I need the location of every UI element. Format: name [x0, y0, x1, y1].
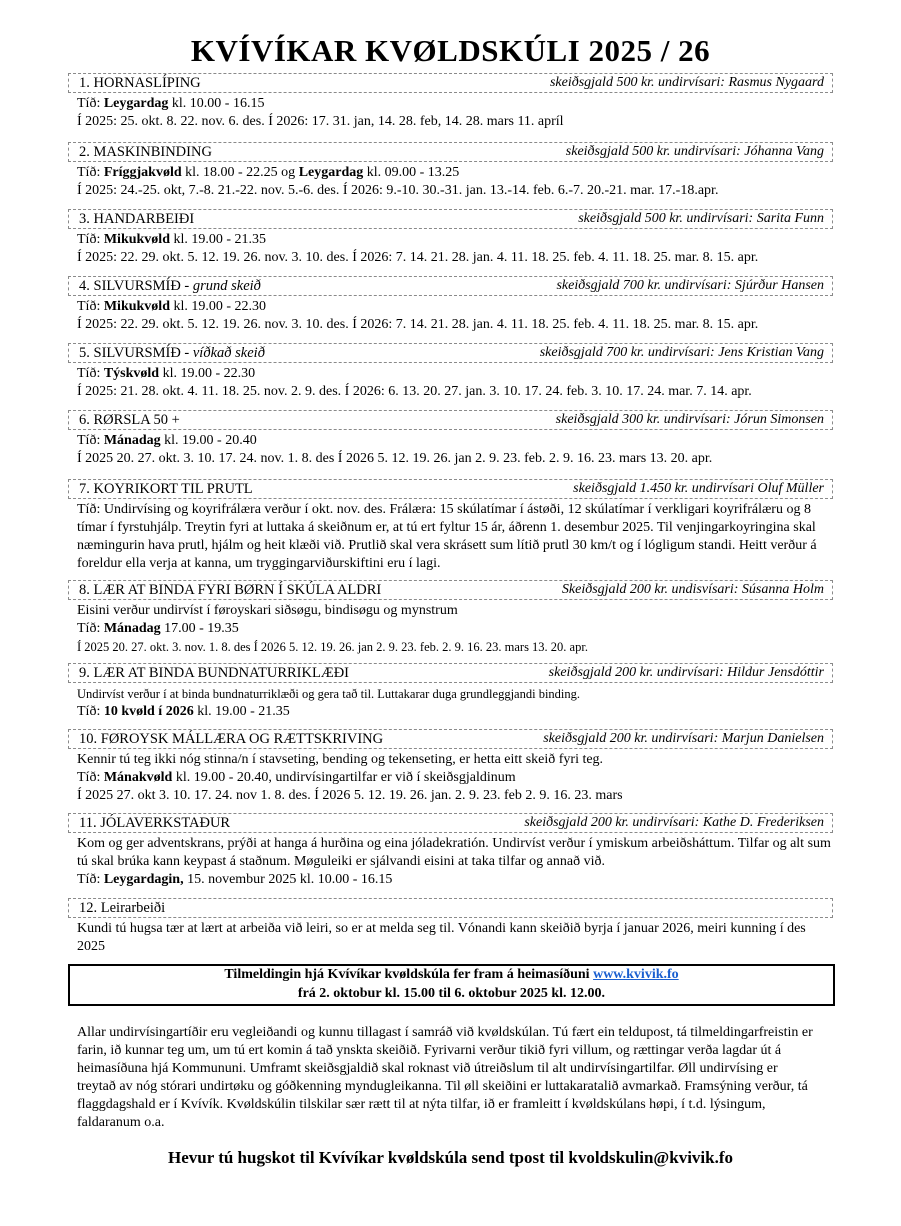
- course-header: [68, 276, 833, 296]
- course-header: [68, 479, 833, 499]
- course-12: [68, 898, 833, 956]
- course-description: Kennir tú teg ikki nóg stinna/n í stavseting, bending og tekenseting, er hetta eitt skeið fyri teg.: [77, 752, 604, 767]
- course-description: Tíð: Undirvísing og koyrifrálæra verður í okt. nov. des. Frálæra: 15 skúlatímar í ástøði, 12 skúlatímar í verkligari koyrifrálæru og 8 tímar í fyrstuhjálp. Treytin fyri at luttaka á skeiðnum er, at tú ert fyltur 15 ár, áðrenn 1. desembur 2025. Til venjingarkoyringina skal næmingurin hava prutl, hjálm og heit klæði við. Prutlið skal vera skrásett sum lítið prutl 30 km/t og í lógligum standi. Heitt verður á foreldur ella verja at kanna, um tryggingarviðurskiftini eru í lagi.: [77, 502, 817, 571]
- course-name: 12. Leirarbeiði: [79, 900, 166, 916]
- course-description: Kundi tú hugsa tær at lært at arbeiða við leiri, so er at melda seg til. Vónandi kann skeiðið byrja í januar 2026, meiri kunning í des 2025: [77, 921, 806, 954]
- course-header: [68, 142, 833, 162]
- course-7: [68, 479, 833, 573]
- course-meta: skeiðsgjald 500 kr. undirvísari: Sarita Funn: [578, 211, 824, 226]
- course-header: [68, 209, 833, 229]
- course-dates: Í 2025: 22. 29. okt. 5. 12. 19. 26. nov. 3. 10. des. Í 2026: 7. 14. 21. 28. jan. 4. 11. 18. 25. feb. 4. 11. 18. 25. mar. 8. 15. apr.: [77, 250, 759, 265]
- course-meta: skeiðsgjald 200 kr. undirvísari: Hildur Jensdóttir: [548, 665, 824, 680]
- info-paragraph: Allar undirvísingartíðir eru vegleiðandi og kunnu tillagast í samráð við kvøldskúlan. Tú fært ein teldupost, tá tilmeldingarfreistin er farin, ið kunnar teg um, um tú ert komin á tað ynskta skeiðið. Fyrivarni verður tikið fyri villum, og rættingar verða lagdar út á heimasíðuna hjá Kommununi. Umframt skeiðsgjaldið skal roknast við útreiðslum til alt undirvísingartilfar. Øll undirvísing er treytað av nóg stórari undirtøku og góðkenning myndugleikanna. Til øll skeiðini er luttakaratalið avmarkað. Framsýning verður, tá flaggdagshald er í Kvívík. Kvøldskúlin tilskilar sær rætt til at nýta tilfar, ið er framleitt í kvøldskúlans høpi, í t.d. lýsingum, faldaranum o.a.: [77, 1025, 813, 1130]
- registration-box: [68, 964, 835, 1006]
- course-name: 6. RØRSLA 50 +: [79, 412, 180, 428]
- course-6: [68, 410, 833, 468]
- page-title: KVÍVÍKAR KVØLDSKÚLI 2025 / 26: [190, 33, 711, 68]
- course-5: [68, 343, 833, 401]
- course-meta: skeiðsgjald 200 kr. undirvísari: Marjun Danielsen: [543, 731, 824, 746]
- course-time: Tíð: Leygardag kl. 10.00 - 16.15: [77, 96, 265, 111]
- course-time: Tíð: Fríggjakvøld kl. 18.00 - 22.25 og Leygardag kl. 09.00 - 13.25: [77, 165, 460, 180]
- course-description: Kom og ger adventskrans, prýði at hanga á hurðina og eina jóladekratión. Undirvíst verður í ymiskum arbeiðsháttum. Tilfar og alt sum tú skal brúka kann keypast á staðnum. Møguleiki er sjálvandi eisini at taka tilfar og annað við.: [77, 836, 831, 869]
- registration-line-2: frá 2. oktobur kl. 15.00 til 6. oktobur 2025 kl. 12.00.: [297, 985, 606, 1001]
- course-meta: skeiðsgjald 700 kr. undirvísari: Jens Kristian Vang: [539, 345, 824, 360]
- course-4: [68, 276, 833, 334]
- course-3: [68, 209, 833, 267]
- course-name: 5. SILVURSMÍÐ - víðkað skeið: [79, 345, 265, 361]
- course-name: 4. SILVURSMÍÐ - grund skeið: [79, 278, 261, 294]
- course-header: [68, 410, 833, 430]
- course-header: [68, 898, 833, 918]
- course-name: 1. HORNASLÍPING: [79, 75, 201, 91]
- course-time: Tíð: 10 kvøld í 2026 kl. 19.00 - 21.35: [77, 704, 290, 719]
- course-meta: skeiðsgjald 500 kr. undirvísari: Jóhanna Vang: [565, 144, 824, 159]
- course-dates: Í 2025: 21. 28. okt. 4. 11. 18. 25. nov. 2. 9. des. Í 2026: 6. 13. 20. 27. jan. 3. 10. 17. 24. feb. 3. 10. 17. 24. mar. 7. 14. apr.: [77, 384, 752, 399]
- course-meta: Skeiðsgjald 200 kr. undisvísari: Súsanna Holm: [561, 582, 824, 597]
- registration-line-1: Tilmeldingin hjá Kvívíkar kvøldskúla fer fram á heimasíðuni www.kvivik.fo: [224, 967, 679, 982]
- course-header: [68, 580, 833, 600]
- course-name: 11. JÓLAVERKSTAÐUR: [79, 815, 231, 831]
- course-time: Tíð: Týskvøld kl. 19.00 - 22.30: [77, 366, 256, 381]
- course-meta: skeiðsgjald 200 kr. undirvísari: Kathe D. Frederiksen: [524, 815, 824, 830]
- course-10: [68, 729, 833, 805]
- course-header: [68, 663, 833, 683]
- course-11: [68, 813, 833, 889]
- course-header: [68, 73, 833, 93]
- course-header: [68, 729, 833, 749]
- course-dates: Í 2025: 22. 29. okt. 5. 12. 19. 26. nov. 3. 10. des. Í 2026: 7. 14. 21. 28. jan. 4. 11. 18. 25. feb. 4. 11. 18. 25. mar. 8. 15. apr.: [77, 317, 759, 332]
- course-2: [68, 142, 833, 200]
- course-time: Tíð: Mánadag 17.00 - 19.35: [77, 621, 239, 636]
- course-name: 3. HANDARBEIÐI: [79, 211, 195, 227]
- contact-line: Hevur tú hugskot til Kvívíkar kvøldskúla send tpost til kvoldskulin@kvivik.fo: [167, 1148, 734, 1167]
- course-name: 10. FØROYSK MÁLLÆRA OG RÆTTSKRIVING: [79, 731, 384, 747]
- course-8: [68, 580, 833, 656]
- course-name: 9. LÆR AT BINDA BUNDNATURRIKLÆÐI: [79, 665, 350, 681]
- course-time: Tíð: Mikukvøld kl. 19.00 - 22.30: [77, 299, 267, 314]
- course-meta: skeiðsgjald 500 kr. undirvísari: Rasmus Nygaard: [549, 75, 824, 90]
- course-time: Tíð: Mikukvøld kl. 19.00 - 21.35: [77, 232, 267, 247]
- course-9: [68, 663, 833, 721]
- course-dates: Í 2025: 24.-25. okt, 7.-8. 21.-22. nov. 5.-6. des. Í 2026: 9.-10. 30.-31. jan. 13.-14. feb. 6.-7. 20.-21. mar. 17.-18.apr.: [77, 183, 719, 198]
- course-time: Tíð: Mánadag kl. 19.00 - 20.40: [77, 433, 257, 448]
- course-dates: Í 2025 20. 27. okt. 3. nov. 1. 8. des Í 2026 5. 12. 19. 26. jan 2. 9. 23. feb. 2. 9. 16. 23. mars 13. 20. apr.: [77, 640, 588, 654]
- course-description: Eisini verður undirvíst í føroyskari siðsøgu, bindisøgu og mynstrum: [77, 603, 458, 618]
- course-dates: Í 2025: 25. okt. 8. 22. nov. 6. des. Í 2026: 17. 31. jan, 14. 28. feb, 14. 28. mars 11. apríl: [77, 114, 564, 129]
- course-meta: skeiðsgjald 1.450 kr. undirvísari Oluf Müller: [573, 481, 824, 496]
- course-time: Tíð: Mánakvøld kl. 19.00 - 20.40, undirvísingartilfar er við í skeiðsgjaldinum: [77, 770, 516, 785]
- course-name: 8. LÆR AT BINDA FYRI BØRN Í SKÚLA ALDRI: [79, 582, 382, 598]
- course-dates: Í 2025 20. 27. okt. 3. 10. 17. 24. nov. 1. 8. des Í 2026 5. 12. 19. 26. jan 2. 9. 23. feb. 2. 9. 16. 23. mars 13. 20. apr.: [77, 451, 713, 466]
- course-dates: Í 2025 27. okt 3. 10. 17. 24. nov 1. 8. des. Í 2026 5. 12. 19. 26. jan. 2. 9. 23. feb 2. 9. 16. 23. mars: [77, 788, 623, 803]
- course-name: 2. MASKINBINDING: [79, 144, 212, 160]
- course-time: Tíð: Leygardagin, 15. novembur 2025 kl. 10.00 - 16.15: [77, 872, 393, 887]
- course-header: [68, 343, 833, 363]
- course-name: 7. KOYRIKORT TIL PRUTL: [79, 481, 253, 497]
- course-meta: skeiðsgjald 300 kr. undirvísari: Jórun Simonsen: [555, 412, 824, 427]
- registration-link[interactable]: www.kvivik.fo: [593, 967, 679, 982]
- course-header: [68, 813, 833, 833]
- course-description: Undirvíst verður í at binda bundnaturriklæði og gera tað til. Luttakarar duga grundleggjandi binding.: [77, 687, 581, 701]
- course-meta: skeiðsgjald 700 kr. undirvísari: Sjúrður Hansen: [556, 278, 824, 293]
- course-1: [68, 73, 833, 131]
